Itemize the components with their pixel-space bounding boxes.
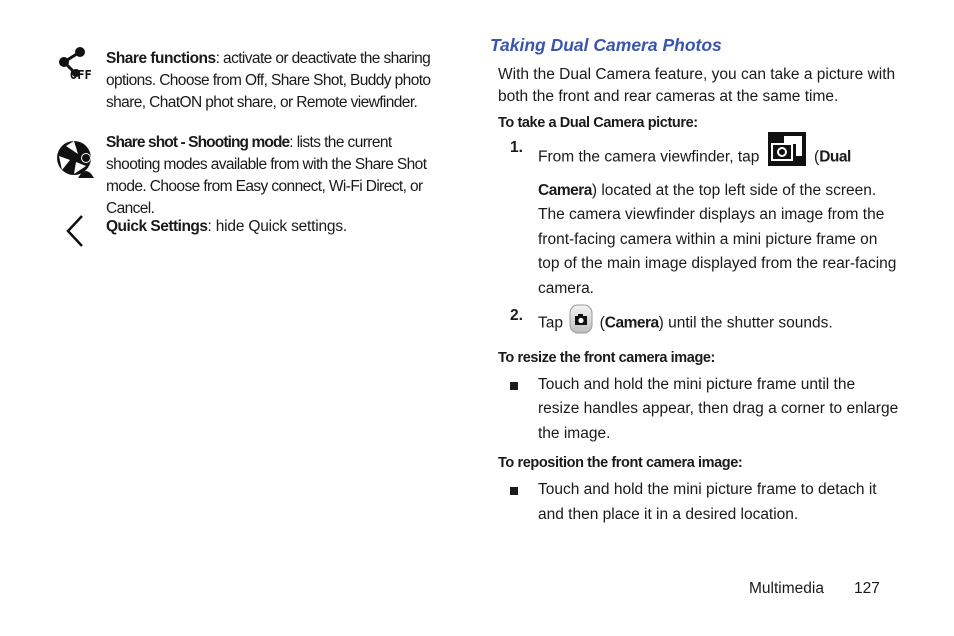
bullet-text: Touch and hold the mini picture frame until the resize handles appear, then drag a corner to enlarge the image.	[538, 375, 899, 442]
paren-close: )	[591, 181, 598, 199]
square-bullet-icon	[510, 487, 518, 495]
page-number: 127	[853, 580, 880, 597]
step-2	[510, 304, 900, 343]
entry-desc: : hide Quick settings.	[207, 218, 348, 235]
bullet-text: Touch and hold the mini picture frame to detach it and then place it in a desired location.	[538, 481, 877, 523]
intro-paragraph: With the Dual Camera feature, you can take a picture with both the front and rear cameras at the same time.	[498, 66, 896, 105]
step-number: 1.	[510, 139, 523, 156]
reposition-subhead: To reposition the front camera image:	[498, 455, 743, 471]
entry-text	[106, 132, 446, 220]
chevron-left-icon	[64, 214, 86, 253]
paren-open: (	[599, 314, 605, 332]
step-text-rest: located at the top left side of the screen. The camera viewfinder displays an image from the front-facing camera within a mini picture frame on top of the main image displayed from the rear-facing camera.	[538, 181, 897, 297]
dual-camera-icon	[768, 132, 806, 175]
step-text: Tap	[538, 314, 563, 332]
entry-term: Share shot - Shooting mode	[106, 134, 290, 151]
footer-section-name: Multimedia	[749, 580, 824, 597]
resize-bullet	[538, 373, 900, 447]
step-1	[510, 136, 900, 301]
dual-camera-label: Dual Camera	[538, 148, 851, 199]
step-number: 2.	[510, 307, 523, 324]
paren-open: (	[814, 148, 820, 166]
step-text-rest: ) until the shutter sounds.	[658, 314, 833, 332]
entry-text	[106, 216, 446, 238]
entry-desc: : lists the current shooting modes available from with the Share Shot mode. Choose from Easy connect, Wi-Fi Direct, or Cancel.	[106, 134, 427, 217]
entry-term: Share functions	[106, 50, 216, 67]
entry-term: Quick Settings	[106, 218, 208, 235]
entry-desc: : activate or deactivate the sharing options. Choose from Off, Share Shot, Buddy photo share, ChatON phot share, or Remote viewfinder.	[106, 50, 431, 111]
page-footer	[749, 579, 880, 599]
take-picture-subhead: To take a Dual Camera picture:	[498, 115, 698, 131]
entry-text	[106, 48, 446, 114]
step-text: From the camera viewfinder, tap	[538, 148, 760, 166]
dual-camera-section	[490, 34, 900, 527]
share-shot-icon	[56, 138, 96, 183]
resize-subhead: To resize the front camera image:	[498, 349, 715, 366]
off-badge: OFF	[70, 68, 92, 82]
reposition-bullet	[538, 478, 900, 527]
camera-label: Camera	[604, 314, 659, 332]
square-bullet-icon	[510, 382, 518, 390]
share-off-icon	[56, 46, 96, 87]
camera-icon	[569, 304, 593, 343]
section-heading: Taking Dual Camera Photos	[490, 35, 722, 55]
